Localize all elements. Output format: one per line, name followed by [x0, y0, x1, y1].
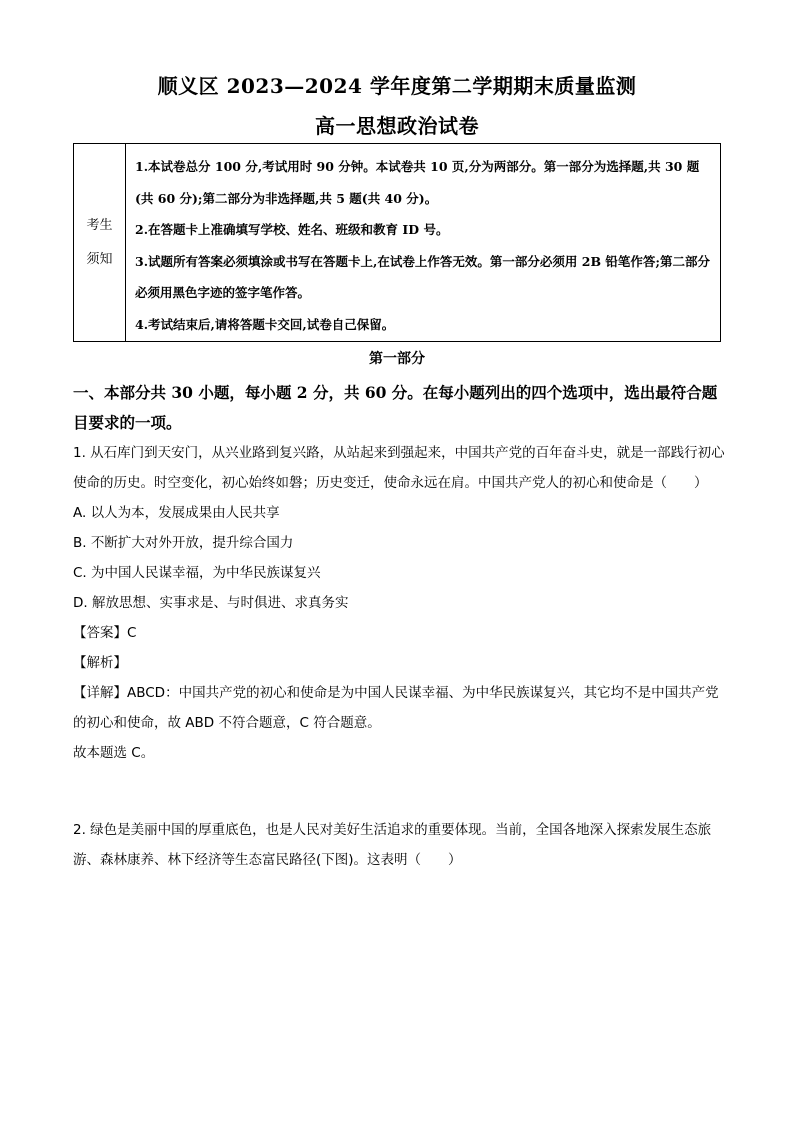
question-1	[73, 438, 725, 768]
notice-item: 3.试题所有答案必须填涂或书写在答题卡上,在试卷上作答无效。第一部分必须用 2B 铅笔作答;第二部分必须用黑色字迹的签字笔作答。	[135, 253, 710, 300]
section-title: 第一部分	[369, 351, 425, 367]
conclusion: 故本题选 C。	[73, 745, 155, 761]
notice-label	[74, 144, 126, 342]
notice-item: 2.在答题卡上准确填写学校、姓名、班级和教育 ID 号。	[135, 222, 449, 237]
question-2	[73, 815, 725, 875]
option-b: B. 不断扩大对外开放，提升综合国力	[73, 535, 294, 551]
notice-item: 4.考试结束后,请将答题卡交回,试卷自己保留。	[135, 316, 395, 332]
section-instruction: 一、本部分共 30 小题，每小题 2 分，共 60 分。在每小题列出的四个选项中，选出最符合题目要求的一项。	[73, 383, 718, 432]
answer-line: 【答案】C	[73, 625, 137, 641]
detail-explanation: 【详解】ABCD：中国共产党的初心和使命是为中国人民谋幸福、为中华民族谋复兴，其它均不是中国共产党的初心和使命，故 ABD 不符合题意，C 符合题意。	[73, 685, 719, 731]
question-stem: 2. 绿色是美丽中国的厚重底色，也是人民对美好生活追求的重要体现。当前，全国各地深入探索发展生态旅游、森林康养、林下经济等生态富民路径(下图)。这表明（ ）	[73, 822, 712, 868]
question-stem: 1. 从石库门到天安门，从兴业路到复兴路，从站起来到强起来，中国共产党的百年奋斗史，就是一部践行初心使命的历史。时空变化，初心始终如磐；历史变迁，使命永远在肩。中国共产党人的初心和使命是（ ）	[73, 445, 725, 491]
exam-subtitle: 高一思想政治试卷	[315, 114, 479, 138]
notice-label-line1: 考生	[86, 217, 113, 233]
notice-item: 1.本试卷总分 100 分,考试用时 90 分钟。本试卷共 10 页,分为两部分。第一部分为选择题,共 30 题(共 60 分);第二部分为非选择题,共 5 题(共 40 分)。	[135, 159, 700, 206]
option-d: D. 解放思想、实事求是、与时俱进、求真务实	[73, 595, 349, 611]
exam-title: 顺义区 2023—2024 学年度第二学期期末质量监测	[157, 74, 637, 98]
analysis-label: 【解析】	[73, 655, 127, 671]
option-c: C. 为中国人民谋幸福，为中华民族谋复兴	[73, 565, 321, 581]
exam-notice-table	[73, 143, 721, 342]
notice-items	[126, 144, 721, 342]
option-a: A. 以人为本，发展成果由人民共享	[73, 505, 280, 521]
notice-label-line2: 须知	[86, 251, 113, 267]
